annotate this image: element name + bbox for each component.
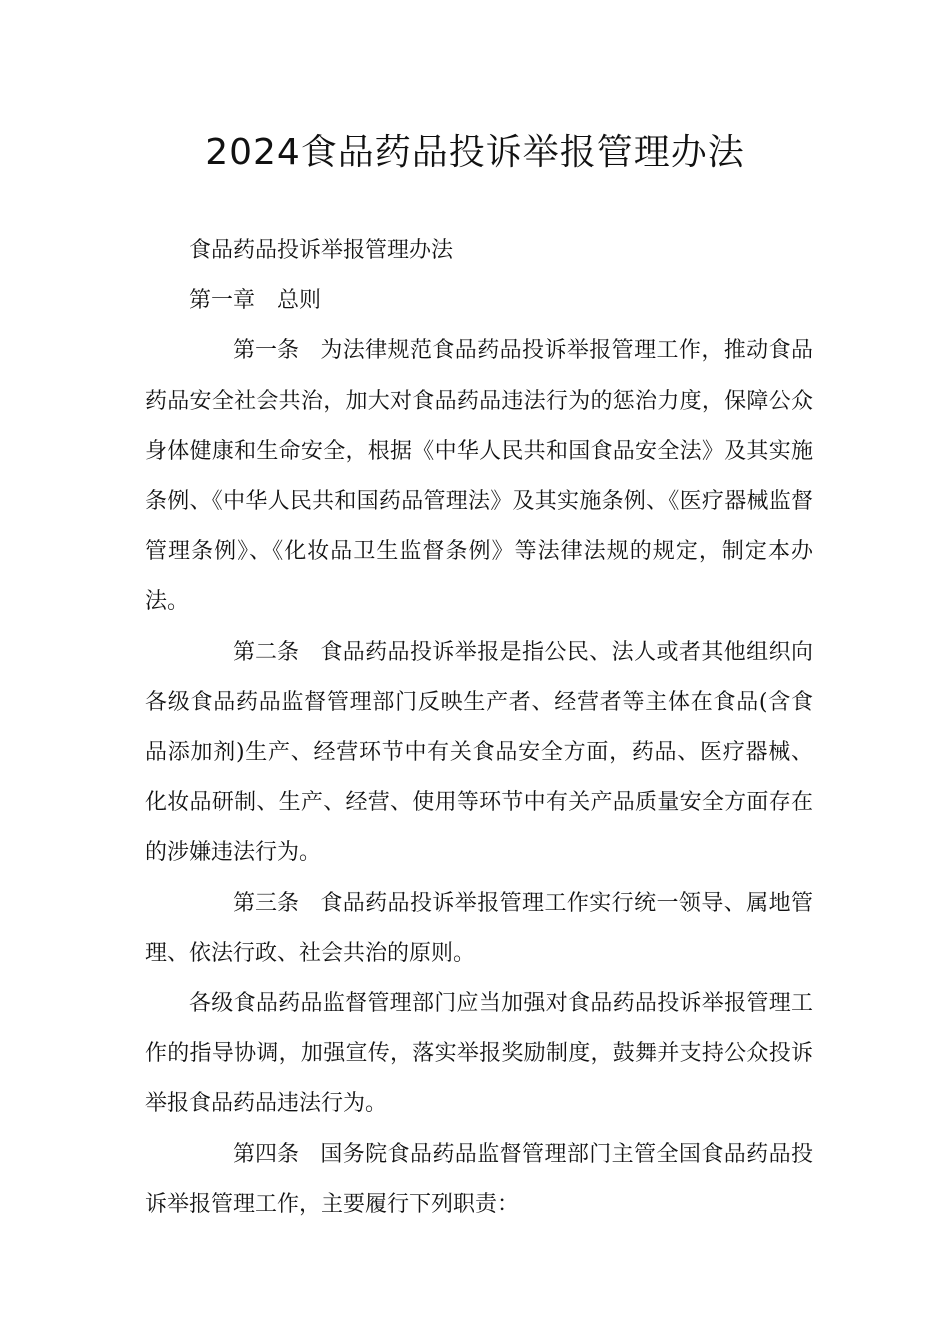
article-3-text: 食品药品投诉举报管理工作实行统一领导、属地管理、依法行政、社会共治的原则。 [145, 890, 813, 966]
article-4 [145, 1130, 813, 1230]
article-1-text: 为法律规范食品药品投诉举报管理工作，推动食品药品安全社会共治，加大对食品药品违法行为的惩治力度，保障公众身体健康和生命安全，根据《中华人民共和国食品安全法》及其实施条例、《中华人民共和国药品管理法》及其实施条例、《医疗器械监督管理条例》、《化妆品卫生监督条例》等法律法规的规定，制定本办法。 [145, 338, 813, 615]
article-3-label: 第三条 [233, 890, 300, 916]
article-2-text: 食品药品投诉举报是指公民、法人或者其他组织向各级食品药品监督管理部门反映生产者、经营者等主体在食品(含食品添加剂)生产、经营环节中有关食品安全方面，药品、医疗器械、化妆品研制、生产、经营、使用等环节中有关产品质量安全方面存在的涉嫌违法行为。 [145, 639, 813, 866]
document-body [145, 226, 813, 1230]
article-4-text: 国务院食品药品监督管理部门主管全国食品药品投诉举报管理工作，主要履行下列职责： [145, 1141, 813, 1217]
article-4-label: 第四条 [233, 1141, 300, 1167]
article-2-label: 第二条 [233, 639, 300, 665]
article-1 [145, 326, 813, 627]
article-1-label: 第一条 [233, 338, 300, 364]
document-title: 2024食品药品投诉举报管理办法 [205, 132, 745, 173]
chapter-heading: 第一章 总则 [189, 288, 322, 314]
article-3 [145, 879, 813, 979]
article-3-paragraph-2: 各级食品药品监督管理部门应当加强对食品药品投诉举报管理工作的指导协调，加强宣传，落实举报奖励制度，鼓舞并支持公众投诉举报食品药品违法行为。 [145, 991, 813, 1117]
article-2 [145, 628, 813, 879]
document-heading: 食品药品投诉举报管理办法 [189, 238, 454, 263]
